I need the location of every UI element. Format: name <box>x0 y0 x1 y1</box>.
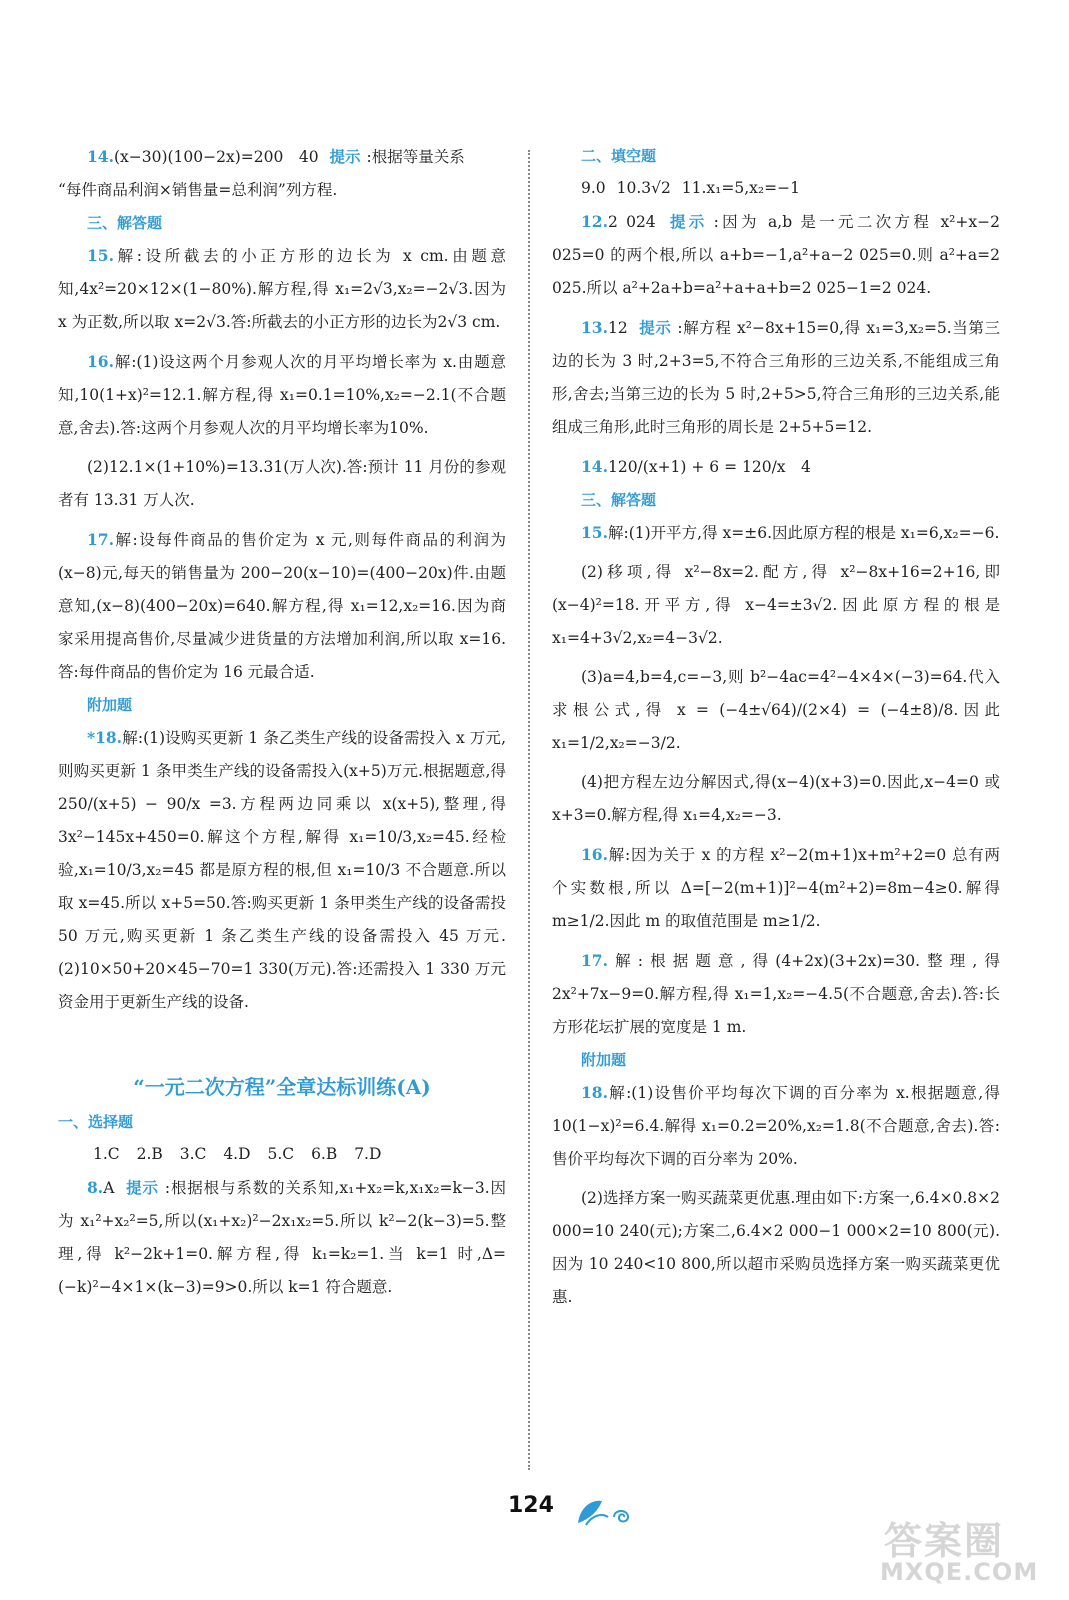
left-column <box>58 140 522 1304</box>
answer-16-part2: (2)12.1×(1+10%)=13.31(万人次).答:预计 11 月份的参观者有 13.31 万人次. <box>58 458 506 509</box>
answer-15-part3: (3)a=4,b=4,c=−3,则 b²−4ac=4²−4×4×(−3)=64.代入求根公式,得 x = (−4±√64)/(2×4) = (−4±8)/8.因此 x₁=1/2,x₂=−3/2. <box>552 668 1000 752</box>
section-head-answers-right: 三、解答题 <box>581 491 657 509</box>
chapter-section-title: “一元二次方程”全章达标训练(A) <box>133 1075 431 1099</box>
answer-15-part4: (4)把方程左边分解因式,得(x−4)(x+3)=0.因此,x−4=0 或 x+3=0.解方程,得 x₁=4,x₂=−3. <box>552 773 1000 824</box>
page-number: 124 <box>508 1493 554 1518</box>
answer-12: 12.2 024 提示 :因为 a,b 是一元二次方程 x²+x−2 025=0 的两个根,所以 a+b=−1,a²+a−2 025=0.则 a²+a=2 025.所以 a²+2a+b=a²+a+a+b=2 025−1=2 024. <box>552 212 1000 297</box>
answer-15-right: 15.解:(1)开平方,得 x=±6.因此原方程的根是 x₁=6,x₂=−6. <box>581 523 1000 542</box>
column-divider <box>528 150 530 1470</box>
choice-6: 6.B <box>311 1145 338 1163</box>
choice-5: 5.C <box>267 1145 295 1163</box>
answer-13: 13.12 提示 :解方程 x²−8x+15=0,得 x₁=3,x₂=5.当第三边的长为 3 时,2+3=5,不符合三角形的三边关系,不能组成三角形,舍去;当第三边的长为 5 时,2+5>5,符合三角形的三边关系,能组成三角形,此时三角形的周长是 2+5+5=12. <box>552 318 1000 436</box>
answer-16: 16.解:(1)设这两个月参观人次的月平均增长率为 x.由题意知,10(1+x)²=12.1.解方程,得 x₁=0.1=10%,x₂=−2.1(不合题意,舍去).答:这两个月参观人次的月平均增长率为10%. <box>58 352 506 437</box>
answer-18-right: 18.解:(1)设售价平均每次下调的百分率为 x.根据题意,得 10(1−x)²=6.4.解得 x₁=0.2=20%,x₂=1.8(不合题意,舍去).答:售价平均每次下调的百分率为 20%. <box>552 1083 1000 1168</box>
watermark-logo: 答案圈 MXQE.COM <box>880 1519 1039 1586</box>
section-head-extra-right: 附加题 <box>581 1051 627 1069</box>
fill-answers-9-11 <box>552 172 1000 205</box>
choice-2: 2.B <box>136 1145 163 1163</box>
answer-18-part2: (2)选择方案一购买蔬菜更优惠.理由如下:方案一,6.4×0.8×2 000=10 240(元);方案二,6.4×2 000−1 000×2=10 800(元).因为 10 240<10 800,所以超市采购员选择方案一购买蔬菜更优惠. <box>552 1189 1000 1306</box>
answer-17-right: 17.解:根据题意,得(4+2x)(3+2x)=30.整理,得 2x²+7x−9=0.解方程,得 x₁=1,x₂=−4.5(不合题意,舍去).答:长方形花坛扩展的宽度是 1 m. <box>552 951 1000 1036</box>
answer-14-line2: “每件商品利润×销售量=总利润”列方程. <box>58 181 338 199</box>
choice-3: 3.C <box>179 1145 207 1163</box>
choice-7: 7.D <box>354 1145 382 1163</box>
answer-15-part2: (2)移项,得 x²−8x=2.配方,得 x²−8x+16=2+16,即(x−4)²=18.开平方,得 x−4=±3√2.因此原方程的根是 x₁=4+3√2,x₂=4−3√2. <box>552 563 1000 647</box>
section-head-extra: 附加题 <box>87 696 133 714</box>
answer-18: *18.解:(1)设购买更新 1 条乙类生产线的设备需投入 x 万元,则购买更新 1 条甲类生产线的设备需投入(x+5)万元.根据题意,得 250/(x+5) − 90/x =3.方程两边同乘以 x(x+5),整理,得 3x²−145x+450=0.解这个方程,解得 x₁=10/3,x₂=45.经检验,x₁=10/3,x₂=45 都是原方程的根,但 x₁=10/3 不合题意.所以取 x=45.所以 x+5=50.答:购买更新 1 条甲类生产线的设备需投 50 万元,购买更新 1 条乙类生产线的设备需投入 45 万元. (2)10×50+20×45−70=1 330(万元).答:还需投入 1 330 万元资金用于更新生产线的设备. <box>58 728 522 1011</box>
right-column <box>552 140 1000 1314</box>
answer-14-right: 14.120/(x+1) + 6 = 120/x 4 <box>581 457 811 476</box>
answer-14: 14.(x−30)(100−2x)=200 40 提示 :根据等量关系 <box>87 147 465 166</box>
answer-8: 8.A 提示 :根据根与系数的关系知,x₁+x₂=k,x₁x₂=k−3.因为 x₁²+x₂²=5,所以(x₁+x₂)²−2x₁x₂=5.所以 k²−2(k−3)=5.整理,得 k²−2k+1=0.解方程,得 k₁=k₂=1.当 k=1 时,Δ=(−k)²−4×1×(k−3)=9>0.所以 k=1 符合题意. <box>58 1178 506 1296</box>
section-head-answers: 三、解答题 <box>87 214 163 232</box>
answer-16-right: 16.解:因为关于 x 的方程 x²−2(m+1)x+m²+2=0 总有两个实数根,所以 Δ=[−2(m+1)]²−4(m²+2)=8m−4≥0.解得 m≥1/2.因此 m 的取值范围是 m≥1/2. <box>552 845 1000 930</box>
leaf-swirl-icon <box>572 1495 642 1529</box>
choice-1: 1.C <box>93 1145 120 1163</box>
fill-10: 10.3√2 <box>616 179 671 197</box>
answer-15: 15.解:设所截去的小正方形的边长为 x cm.由题意知,4x²=20×12×(1−80%).解方程,得 x₁=2√3,x₂=−2√3.因为 x 为正数,所以取 x=2√3.答:所截去的小正方形的边长为2√3 cm. <box>58 246 506 331</box>
fill-9: 9.0 <box>581 179 606 197</box>
section-head-choice: 一、选择题 <box>58 1113 134 1131</box>
choice-answers <box>58 1138 506 1171</box>
section-head-fill: 二、填空题 <box>581 147 657 165</box>
choice-4: 4.D <box>223 1145 251 1163</box>
fill-11: 11.x₁=5,x₂=−1 <box>681 179 800 197</box>
answer-17: 17.解:设每件商品的售价定为 x 元,则每件商品的利润为(x−8)元,每天的销售量为 200−20(x−10)=(400−20x)件.由题意知,(x−8)(400−20x)=640.解方程,得 x₁=12,x₂=16.因为商家采用提高售价,尽量减少进货量的方法增加利润,所以取 x=16.答:每件商品的售价定为 16 元最合适. <box>58 530 506 681</box>
